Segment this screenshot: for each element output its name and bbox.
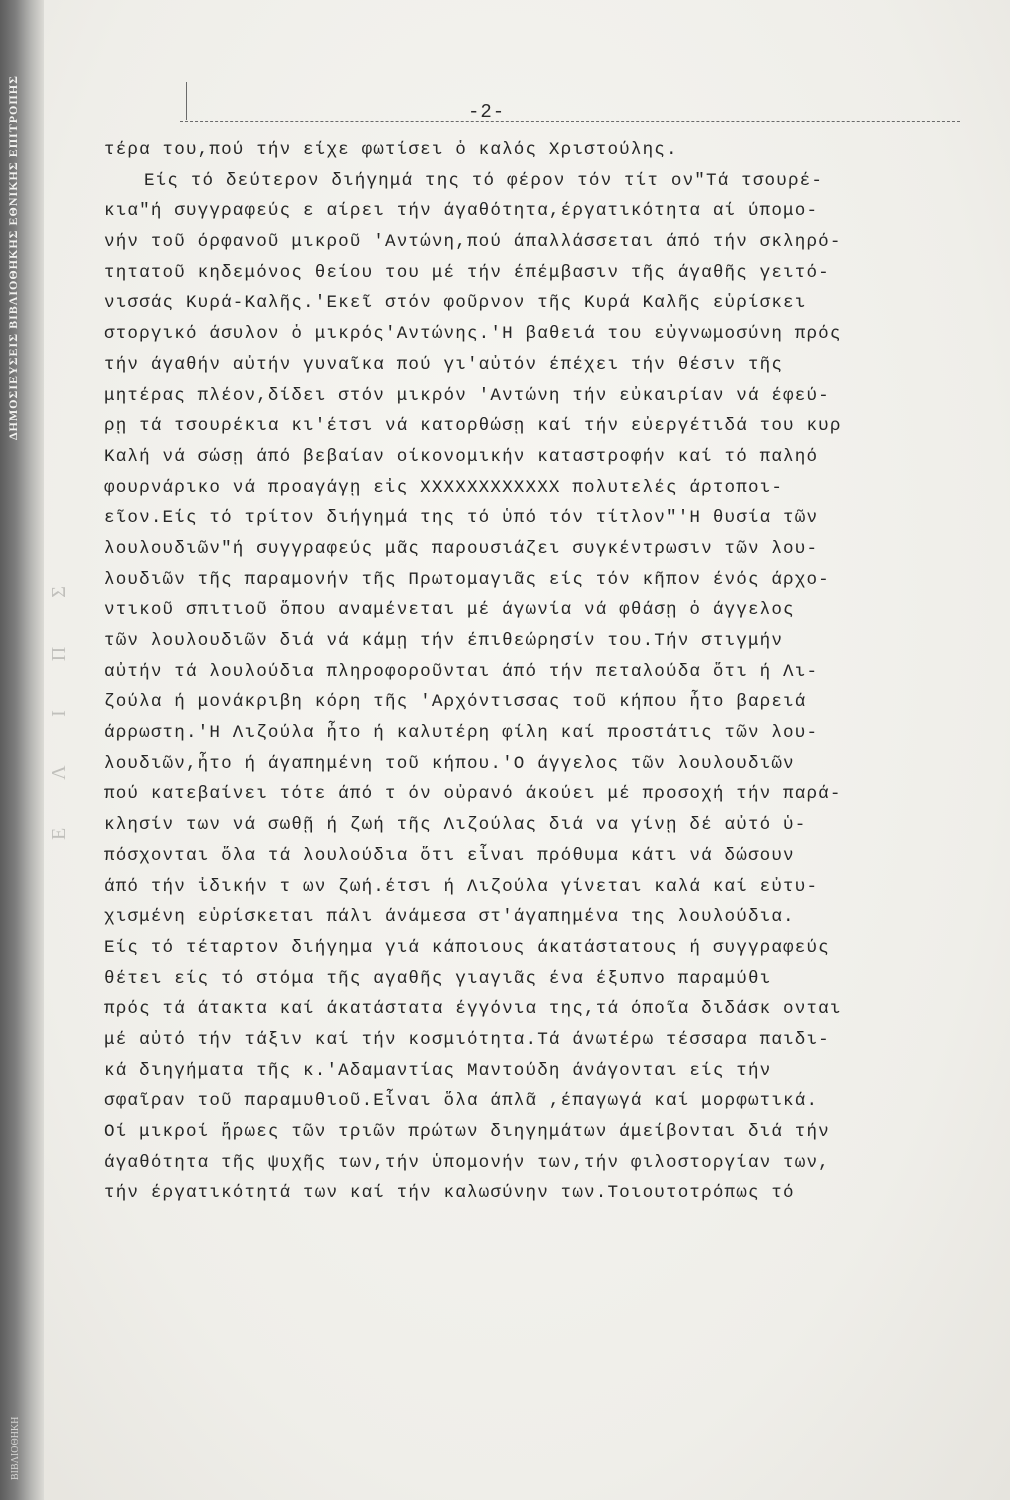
scan-binding-strip	[0, 0, 44, 1500]
text-line: σφαῖραν τοῦ παραμυθιοῦ.Εἶναι ὅλα άπλᾶ ,έπαγωγά καί μορφωτικά.	[104, 1091, 819, 1112]
header-corner-mark	[186, 82, 187, 120]
text-line: θέτει είς τό στόμα τῆς αγαθῆς γιαγιᾶς ένα έξυπνο παραμύθι	[104, 968, 772, 989]
typewritten-text-body	[104, 135, 964, 1209]
text-line: κά διηγήματα τῆς κ.'Αδαμαντίας Μαντούδη άνάγονται είς τήν	[104, 1060, 772, 1081]
text-line: τέρα του,πού τήν είχε φωτίσει ὁ καλός Χριστούλης.	[104, 140, 678, 160]
text-line: νισσάς Κυρά-Καλῆς.'Εκεῖ στόν φοῦρνον τῆς Κυρά Καλῆς εὑρίσκει	[104, 293, 807, 314]
text-line: ζούλα ή μονάκριβη κόρη τῆς 'Αρχόντισσας τοῦ κήπου ἦτο βαρειά	[104, 692, 807, 713]
text-line: πρός τά άτακτα καί άκατάστατα έγγόνια της,τά όποῖα διδάσκ ονται	[104, 999, 842, 1020]
text-line: τήν άγαθήν αὐτήν γυναῖκα πού γι'αὐτόν έπέχει τήν θέσιν τῆς	[104, 354, 784, 375]
text-line: πού κατεβαίνει τότε άπό τ όν οὐρανό άκούει μέ προσοχή τήν παρά-	[104, 784, 842, 805]
text-line: τήν έργατικότητά των καί τήν καλωσύνην των.Τοιουτοτρόπως τό	[104, 1183, 795, 1204]
text-line: αὐτήν τά λουλούδια πληροφοροῦνται άπό τήν πεταλούδα ὅτι ή Λι-	[104, 661, 819, 682]
library-stamp-letters: Ε Λ Ι Π Σ	[48, 564, 70, 840]
text-line: μητέρας πλέον,δίδει στόν μικρόν 'Αντώνη τήν εὐκαιρίαν νά έφεύ-	[104, 385, 830, 406]
text-line: άπό τήν ἰδικήν τ ων ζωή.έτσι ή Λιζούλα γίνεται καλά καί εὐτυ-	[104, 876, 819, 897]
text-line: λουδιῶν,ἦτο ή άγαπημένη τοῦ κήπου.'Ο άγγελος τῶν λουλουδιῶν	[104, 753, 795, 774]
text-line: λουδιῶν τῆς παραμονήν τῆς Πρωτομαγιᾶς είς τόν κῆπον ένός άρχο-	[104, 569, 830, 590]
text-line: τητατοῦ κηδεμόνος θείου του μέ τήν έπέμβασιν τῆς άγαθῆς γειτό-	[104, 262, 830, 283]
page-number: -2-	[468, 101, 506, 123]
text-line: εῖον.Είς τό τρίτον διήγημά της τό ὑπό τόν τίτλον"'Η θυσία τῶν	[104, 508, 819, 529]
text-line: Είς τό τέταρτον διήγημα γιά κάποιους άκατάστατους ή συγγραφεύς	[104, 937, 830, 958]
text-line: τῶν λουλουδιῶν διά νά κάμῃ τήν έπιθεώρησίν του.Τήν στιγμήν	[104, 631, 784, 651]
text-line: Οί μικροί ἥρωες τῶν τριῶν πρώτων διηγημάτων άμείβονται διά τήν	[104, 1122, 830, 1142]
text-line: κια"ή συγγραφεύς ε αίρει τήν άγαθότητα,έργατικότητα αί ύπομο-	[104, 201, 819, 222]
text-line: Καλή νά σώσῃ άπό βεβαίαν οίκονομικήν καταστροφήν καί τό παληό	[104, 446, 819, 467]
text-line: λουλουδιῶν"ή συγγραφεύς μᾶς παρουσιάζει συγκέντρωσιν τῶν λου-	[104, 538, 819, 559]
text-line: ρῃ τά τσουρέκια κι'έτσι νά κατορθώσῃ καί τήν εὐεργέτιδά του κυρ	[104, 416, 842, 437]
text-line: ντικοῦ σπιτιοῦ ὅπου αναμένεται μέ άγωνία νά φθάσῃ ὁ άγγελος	[104, 600, 795, 621]
text-line: άγαθότητα τῆς ψυχῆς των,τήν ὑπομονήν των,τήν φιλοστοργίαν των,	[104, 1152, 830, 1173]
spine-label-lower: ΒΙΒΛΙΟΘΗΚΗ	[10, 1416, 21, 1480]
text-line: μέ αὐτό τήν τάξιν καί τήν κοσμιότητα.Τά άνωτέρω τέσσαρα παιδι-	[104, 1029, 830, 1050]
text-line: πόσχονται ὅλα τά λουλούδια ὅτι εἶναι πρόθυμα κάτι νά δώσουν	[104, 845, 795, 866]
text-line: άρρωστη.'Η Λιζούλα ἦτο ή καλυτέρη φίλη καί προστάτις τῶν λου-	[104, 723, 819, 744]
text-line: χισμένη εὑρίσκεται πάλι άνάμεσα στ'άγαπημένα της λουλούδια.	[104, 907, 795, 928]
text-line: στοργικό άσυλον ὁ μικρός'Αντώνης.'Η βαθειά του εὐγνωμοσύνη πρός	[104, 324, 842, 345]
header-rule	[180, 121, 960, 122]
spine-label-upper: ΔΗΜΟΣΙΕΥΣΕΙΣ ΒΙΒΛΙΟΘΗΚΗΣ ΕΘΝΙΚΗΣ ΕΠΙΤΡΟΠΗΣ	[6, 75, 20, 440]
text-line: κλησίν των νά σωθῇ ή ζωή τῆς Λιζούλας διά να γίνῃ δέ αὐτό ὑ-	[104, 815, 807, 836]
text-line: φουρνάρικο νά προαγάγῃ εἰς ΧΧΧΧΧΧΧΧΧΧΧΧ πολυτελές άρτοποι-	[104, 477, 784, 498]
text-line: νήν τοῦ όρφανοῦ μικροῦ 'Αντώνη,πού άπαλλάσσεται άπό τήν σκληρό-	[104, 232, 842, 253]
text-line: Είς τό δεύτερον διήγημά της τό φέρον τόν τίτ ον"Τά τσουρέ-	[144, 170, 824, 191]
